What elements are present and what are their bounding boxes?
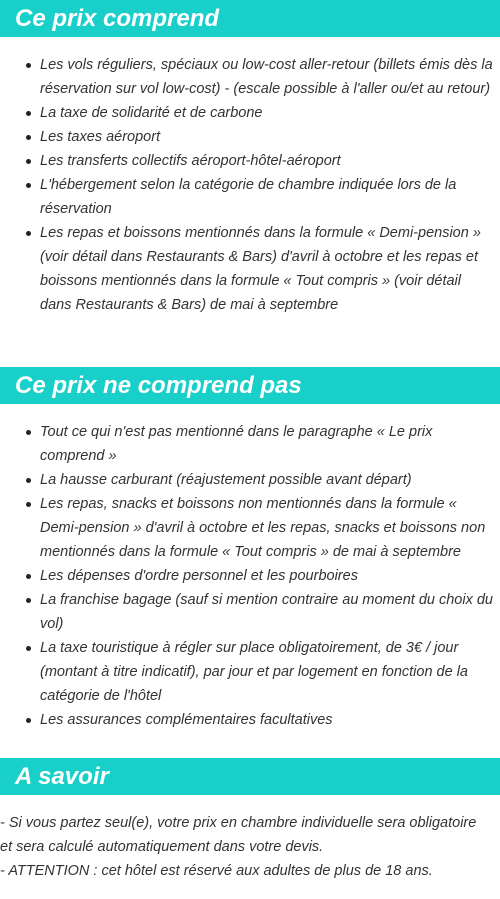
bullet-icon	[26, 159, 31, 164]
list-item	[0, 468, 500, 492]
list-item-text: Les transferts collectifs aéroport-hôtel-aéroport	[40, 153, 341, 169]
list-item-text: La franchise bagage (sauf si mention contraire au moment du choix du vol)	[40, 592, 493, 632]
bullet-icon	[26, 598, 31, 603]
list-item-text: Tout ce qui n'est pas mentionné dans le paragraphe « Le prix comprend »	[40, 424, 433, 464]
list-item-text: Les taxes aéroport	[40, 129, 161, 145]
note-text: - ATTENTION : cet hôtel est réservé aux adultes de plus de 18 ans.	[0, 863, 433, 879]
list-item-text: Les repas, snacks et boissons non mentionnés dans la formule « Demi-pension » d'avril à octobre et les repas, snacks et boissons non mentionnés dans la formule « Tout compris » de mai à septembre	[40, 496, 486, 560]
bullet-icon	[26, 111, 31, 116]
list-item-text: La hausse carburant (réajustement possible avant départ)	[40, 472, 412, 488]
bullet-icon	[26, 718, 31, 723]
list-item	[0, 636, 500, 708]
list-item	[0, 173, 500, 221]
list-item	[0, 708, 500, 732]
note-text: - Si vous partez seul(e), votre prix en chambre individuelle sera obligatoire et sera calculé automatiquement dans votre devis.	[0, 815, 477, 855]
bullet-icon	[26, 478, 31, 483]
bullet-icon	[26, 183, 31, 188]
bullet-icon	[26, 502, 31, 507]
price-excludes-list	[0, 420, 500, 732]
list-item-text: La taxe de solidarité et de carbone	[40, 105, 263, 121]
list-item-text: Les repas et boissons mentionnés dans la formule « Demi-pension » (voir détail dans Restaurants & Bars) d'avril à octobre et les repas et boissons mentionnés dans la formule « Tout compris » (voir détail dans Restaurants & Bars) de mai à septembre	[40, 225, 481, 313]
bullet-icon	[26, 135, 31, 140]
bullet-icon	[26, 574, 31, 579]
list-item	[0, 588, 500, 636]
bullet-icon	[26, 63, 31, 68]
list-item	[0, 53, 500, 101]
list-item	[0, 149, 500, 173]
list-item-text: Les assurances complémentaires facultatives	[40, 712, 333, 728]
bullet-icon	[26, 646, 31, 651]
list-item	[0, 492, 500, 564]
list-item	[0, 125, 500, 149]
section-header-price-excludes: Ce prix ne comprend pas	[0, 367, 500, 404]
bullet-icon	[26, 231, 31, 236]
list-item-text: L'hébergement selon la catégorie de chambre indiquée lors de la réservation	[40, 177, 457, 217]
list-item-text: La taxe touristique à régler sur place obligatoirement, de 3€ / jour (montant à titre indicatif), par jour et par logement en fonction de la catégorie de l'hôtel	[40, 640, 468, 704]
section-header-price-includes: Ce prix comprend	[0, 0, 500, 37]
list-item	[0, 564, 500, 588]
list-item	[0, 221, 500, 317]
list-item-text: Les vols réguliers, spéciaux ou low-cost aller-retour (billets émis dès la réservation sur vol low-cost) - (escale possible à l'aller ou/et au retour)	[40, 57, 493, 97]
section-header-good-to-know: A savoir	[0, 758, 500, 795]
list-item	[0, 101, 500, 125]
good-to-know-notes	[0, 811, 500, 883]
list-item	[0, 420, 500, 468]
price-includes-list	[0, 53, 500, 317]
bullet-icon	[26, 430, 31, 435]
list-item-text: Les dépenses d'ordre personnel et les pourboires	[40, 568, 358, 584]
